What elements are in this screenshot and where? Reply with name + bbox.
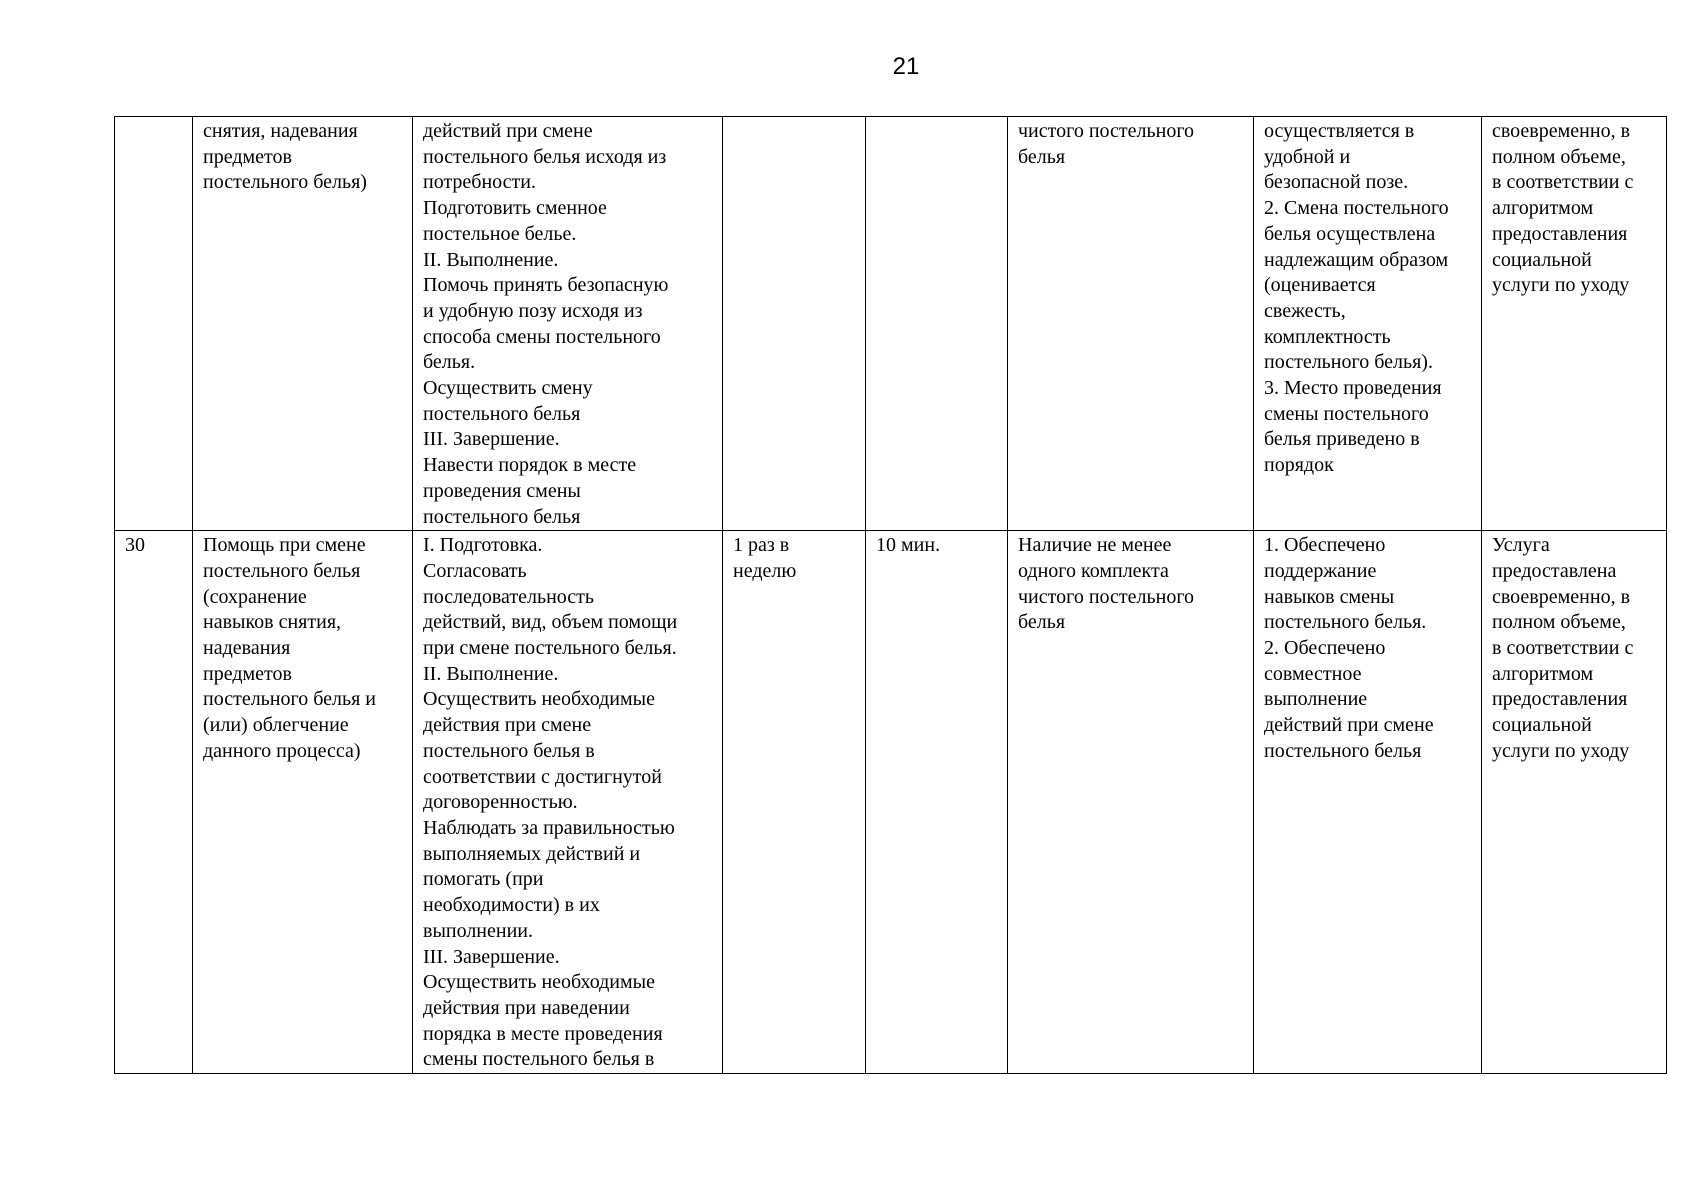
cell-frequency: 1 раз в неделю	[723, 531, 866, 1074]
cell-duration	[866, 117, 1008, 531]
table-row	[115, 117, 1667, 531]
cell-number: 30	[115, 531, 193, 1074]
cell-results: 1. Обеспечено поддержание навыков смены постельного белья. 2. Обеспечено совместное выполнение действий при смене постельного белья	[1254, 531, 1482, 1074]
cell-conditions: Наличие не менее одного комплекта чистого постельного белья	[1008, 531, 1254, 1074]
cell-actions: I. Подготовка. Согласовать последовательность действий, вид, объем помощи при смене постельного белья. II. Выполнение. Осуществить необходимые действия при смене постельного белья в соответствии с достигнутой договоренностью. Наблюдать за правильностью выполняемых действий и помогать (при необходимости) в их выполнении. III. Завершение. Осуществить необходимые действия при наведении порядка в месте проведения смены постельного белья в	[413, 531, 723, 1074]
cell-actions: действий при смене постельного белья исходя из потребности. Подготовить сменное постельное белье. II. Выполнение. Помочь принять безопасную и удобную позу исходя из способа смены постельного белья. Осуществить смену постельного белья III. Завершение. Навести порядок в месте проведения смены постельного белья	[413, 117, 723, 531]
cell-conditions: чистого постельного белья	[1008, 117, 1254, 531]
cell-service-name: снятия, надевания предметов постельного белья)	[193, 117, 413, 531]
page-number: 21	[892, 53, 920, 80]
cell-service-name: Помощь при смене постельного белья (сохранение навыков снятия, надевания предметов постельного белья и (или) облегчение данного процесса)	[193, 531, 413, 1074]
cell-frequency	[723, 117, 866, 531]
cell-results: осуществляется в удобной и безопасной позе. 2. Смена постельного белья осуществлена надлежащим образом (оценивается свежесть, комплектность постельного белья). 3. Место проведения смены постельного белья приведено в порядок	[1254, 117, 1482, 531]
cell-quality: Услуга предоставлена своевременно, в полном объеме, в соответствии с алгоритмом предоставления социальной услуги по уходу	[1482, 531, 1667, 1074]
cell-number	[115, 117, 193, 531]
cell-quality: своевременно, в полном объеме, в соответствии с алгоритмом предоставления социальной услуги по уходу	[1482, 117, 1667, 531]
cell-duration: 10 мин.	[866, 531, 1008, 1074]
table-row	[115, 531, 1667, 1074]
services-table	[114, 116, 1667, 1074]
